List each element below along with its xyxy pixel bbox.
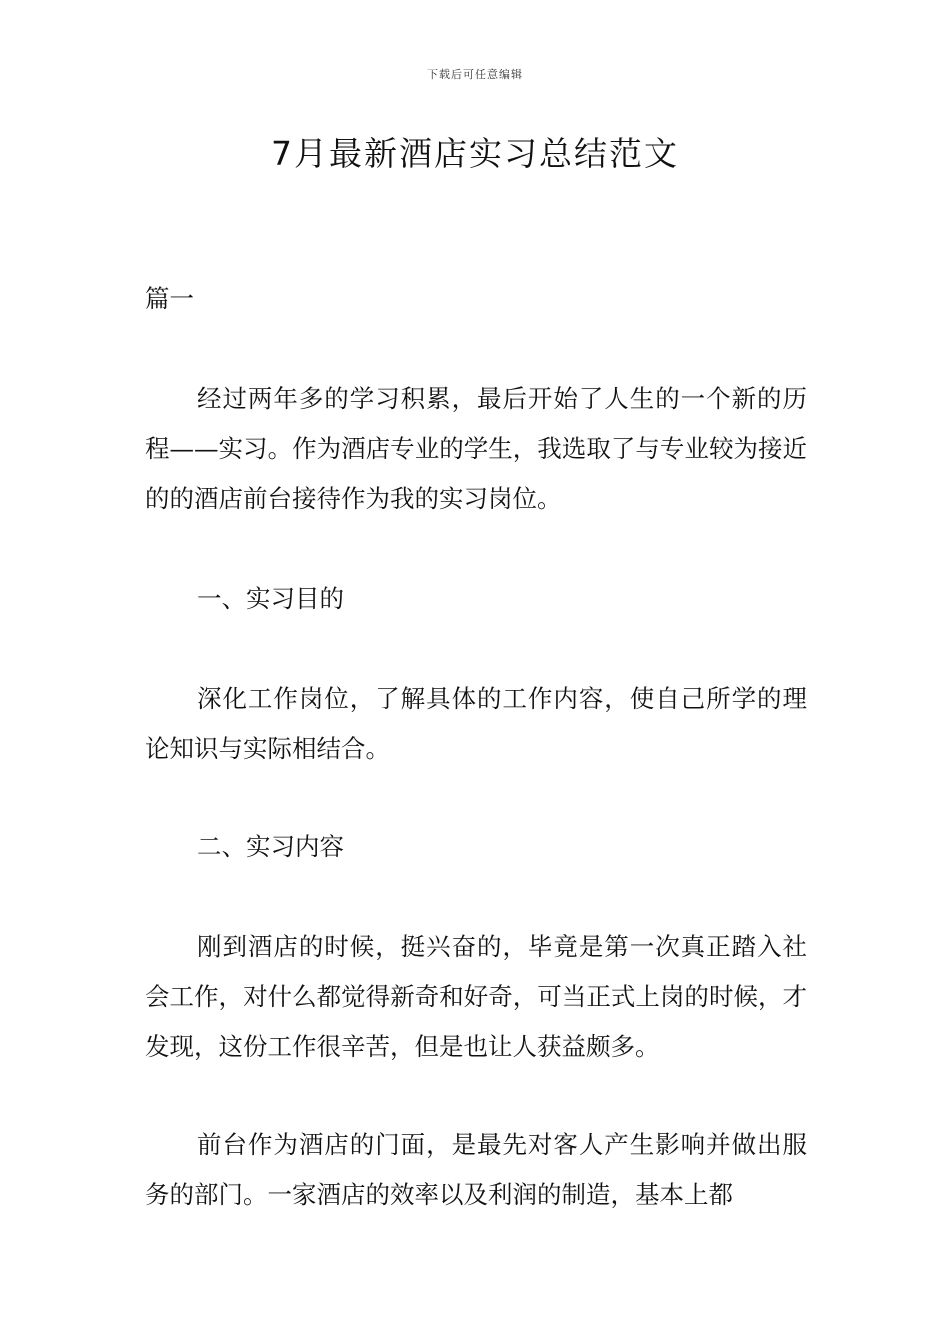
paragraph-content-1: 刚到酒店的时候，挺兴奋的，毕竟是第一次真正踏入社会工作，对什么都觉得新奇和好奇，可当正式上岗的时候，才发现，这份工作很辛苦，但是也让人获益颇多。 <box>145 932 807 1061</box>
header-note: 下载后可任意编辑 <box>427 68 523 81</box>
heading-content: 二、实习内容 <box>197 832 344 861</box>
section-label: 篇一 <box>145 284 194 313</box>
paragraph-purpose: 深化工作岗位，了解具体的工作内容，使自己所学的理论知识与实际相结合。 <box>145 684 807 763</box>
paragraph-intro: 经过两年多的学习积累，最后开始了人生的一个新的历程——实习。作为酒店专业的学生，我选取了与专业较为接近的的酒店前台接待作为我的实习岗位。 <box>145 384 807 513</box>
heading-purpose: 一、实习目的 <box>197 584 344 613</box>
document-title: 7月最新酒店实习总结范文 <box>271 134 679 173</box>
paragraph-content-2: 前台作为酒店的门面，是最先对客人产生影响并做出服务的部门。一家酒店的效率以及利润的制造，基本上都 <box>145 1130 807 1209</box>
